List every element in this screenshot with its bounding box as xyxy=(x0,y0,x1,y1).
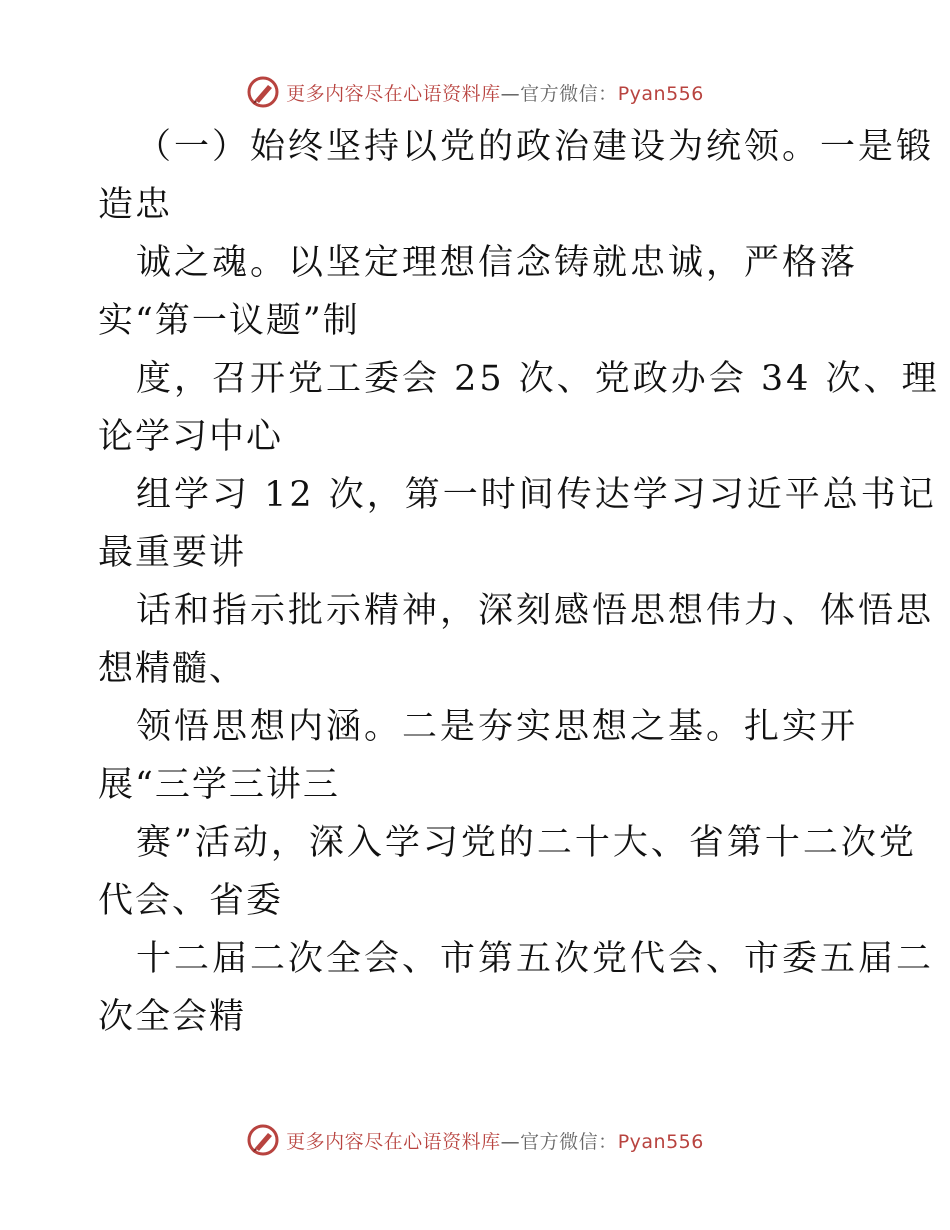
text-line: 度，召开党工委会 25 次、党政办会 34 次、理 xyxy=(136,359,940,399)
watermark-id: Pyan556 xyxy=(617,1130,704,1153)
watermark-dash: — xyxy=(500,1130,521,1153)
text-line: 最重要讲 xyxy=(98,533,247,573)
pen-logo-icon xyxy=(246,75,280,109)
text-line: 次全会精 xyxy=(98,997,247,1037)
text-line: 想精髓、 xyxy=(98,649,247,689)
watermark-tail: 官方微信： xyxy=(520,1130,618,1153)
watermark-text xyxy=(286,79,704,106)
text-line: 话和指示批示精神，深刻感悟思想伟力、体悟思 xyxy=(136,591,935,631)
watermark-main: 更多内容尽在心语资料库 xyxy=(286,1130,501,1153)
text-line: 诚之魂。以坚定理想信念铸就忠诚，严格落 xyxy=(136,243,859,283)
watermark-text xyxy=(286,1127,704,1154)
document-body xyxy=(98,118,940,1046)
text-line: 组学习 12 次，第一时间传达学习习近平总书记 xyxy=(136,475,937,515)
header-watermark xyxy=(0,72,950,112)
text-line: （一）始终坚持以党的政治建设为统领。一是锻 xyxy=(136,127,935,167)
pen-logo-icon xyxy=(246,1123,280,1157)
text-line: 论学习中心 xyxy=(98,417,284,457)
text-line: 造忠 xyxy=(98,185,173,225)
text-line: 实“第一议题”制 xyxy=(98,301,360,341)
text-line: 领悟思想内涵。二是夯实思想之基。扎实开 xyxy=(136,707,859,747)
text-line: 十二届二次全会、市第五次党代会、市委五届二 xyxy=(136,939,935,979)
watermark-dash: — xyxy=(500,82,521,105)
text-line: 代会、省委 xyxy=(98,881,284,921)
watermark-tail: 官方微信： xyxy=(520,82,618,105)
watermark-id: Pyan556 xyxy=(617,82,704,105)
footer-watermark xyxy=(0,1120,950,1160)
text-line: 赛”活动，深入学习党的二十大、省第十二次党 xyxy=(136,823,917,863)
text-line: 展“三学三讲三 xyxy=(98,765,340,805)
watermark-main: 更多内容尽在心语资料库 xyxy=(286,82,501,105)
